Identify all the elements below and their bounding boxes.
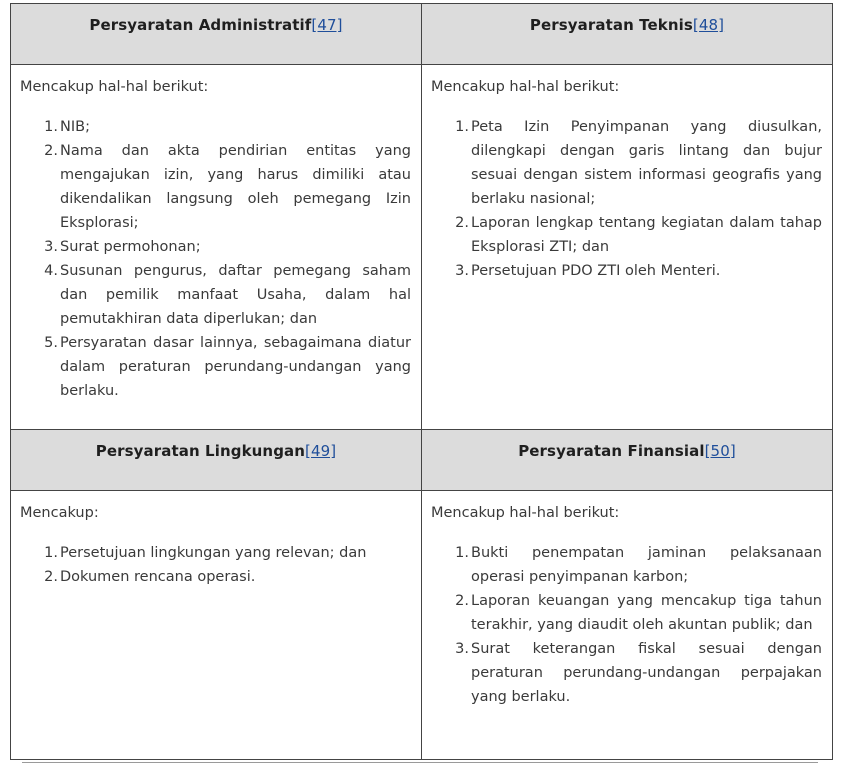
footnote-link-50[interactable]: [50] bbox=[704, 442, 736, 460]
item-text: NIB; bbox=[60, 119, 90, 135]
item-text: Susunan pengurus, daftar pemegang saham dan pemilik manfaat Usaha, dalam hal pemutakhiran data diperlukan; dan bbox=[60, 263, 411, 327]
intro-text: Mencakup hal-hal berikut: bbox=[431, 505, 620, 521]
header-title: Persyaratan Administratif bbox=[89, 16, 312, 34]
header-title: Persyaratan Lingkungan bbox=[95, 442, 306, 460]
body-lingkungan bbox=[11, 491, 422, 760]
list-item bbox=[431, 211, 822, 259]
item-text: Surat permohonan; bbox=[60, 239, 201, 255]
intro-text: Mencakup hal-hal berikut: bbox=[431, 79, 620, 95]
list-item bbox=[20, 541, 411, 565]
item-text: Peta Izin Penyimpanan yang diusulkan, dilengkapi dengan garis lintang dan bujur sesuai dengan sistem informasi geografis yang berlaku nasional; bbox=[471, 119, 822, 207]
item-text: Persetujuan PDO ZTI oleh Menteri. bbox=[471, 263, 721, 279]
body-teknis bbox=[422, 65, 833, 430]
intro-text: Mencakup: bbox=[20, 505, 99, 521]
bottom-divider bbox=[22, 762, 818, 763]
header-teknis bbox=[422, 4, 833, 65]
item-text: Nama dan akta pendirian entitas yang mengajukan izin, yang harus dimiliki atau dikendalikan langsung oleh pemegang Izin Eksplorasi; bbox=[60, 143, 411, 231]
header-lingkungan bbox=[11, 430, 422, 491]
header-title: Persyaratan Finansial bbox=[518, 442, 705, 460]
item-number: 2. bbox=[44, 143, 58, 159]
list-item bbox=[20, 235, 411, 259]
item-number: 3. bbox=[44, 239, 58, 255]
list-item bbox=[20, 115, 411, 139]
item-text: Persyaratan dasar lainnya, sebagaimana diatur dalam peraturan perundang-undangan yang berlaku. bbox=[60, 335, 411, 399]
list-item bbox=[431, 115, 822, 211]
item-number: 2. bbox=[455, 593, 469, 609]
list-item bbox=[431, 589, 822, 637]
footnote-link-48[interactable]: [48] bbox=[692, 16, 725, 34]
item-number: 1. bbox=[455, 119, 469, 135]
item-number: 2. bbox=[44, 569, 58, 585]
header-finansial bbox=[422, 430, 833, 491]
requirements-table bbox=[10, 3, 833, 760]
requirements-list bbox=[431, 115, 822, 283]
header-administratif bbox=[11, 4, 422, 65]
item-number: 3. bbox=[455, 641, 469, 657]
footnote-link-47[interactable]: [47] bbox=[311, 16, 343, 34]
requirements-list bbox=[20, 115, 411, 403]
item-number: 4. bbox=[44, 263, 58, 279]
list-item bbox=[20, 139, 411, 235]
item-number: 2. bbox=[455, 215, 469, 231]
item-text: Persetujuan lingkungan yang relevan; dan bbox=[60, 545, 367, 561]
item-text: Dokumen rencana operasi. bbox=[60, 569, 256, 585]
intro-text: Mencakup hal-hal berikut: bbox=[20, 79, 209, 95]
footnote-link-49[interactable]: [49] bbox=[305, 442, 337, 460]
item-number: 1. bbox=[44, 545, 58, 561]
list-item bbox=[431, 541, 822, 589]
item-text: Bukti penempatan jaminan pelaksanaan operasi penyimpanan karbon; bbox=[471, 545, 822, 585]
list-item bbox=[431, 637, 822, 709]
header-title: Persyaratan Teknis bbox=[529, 16, 693, 34]
requirements-list bbox=[20, 541, 411, 589]
item-text: Laporan lengkap tentang kegiatan dalam tahap Eksplorasi ZTI; dan bbox=[471, 215, 822, 255]
body-finansial bbox=[422, 491, 833, 760]
list-item bbox=[20, 565, 411, 589]
body-administratif bbox=[11, 65, 422, 430]
list-item bbox=[20, 331, 411, 403]
list-item bbox=[20, 259, 411, 331]
item-number: 5. bbox=[44, 335, 58, 351]
list-item bbox=[431, 259, 822, 283]
item-number: 3. bbox=[455, 263, 469, 279]
item-number: 1. bbox=[44, 119, 58, 135]
item-number: 1. bbox=[455, 545, 469, 561]
requirements-list bbox=[431, 541, 822, 709]
item-text: Surat keterangan fiskal sesuai dengan peraturan perundang-undangan perpajakan yang berlaku. bbox=[471, 641, 822, 705]
item-text: Laporan keuangan yang mencakup tiga tahun terakhir, yang diaudit oleh akuntan publik; dan bbox=[471, 593, 822, 633]
